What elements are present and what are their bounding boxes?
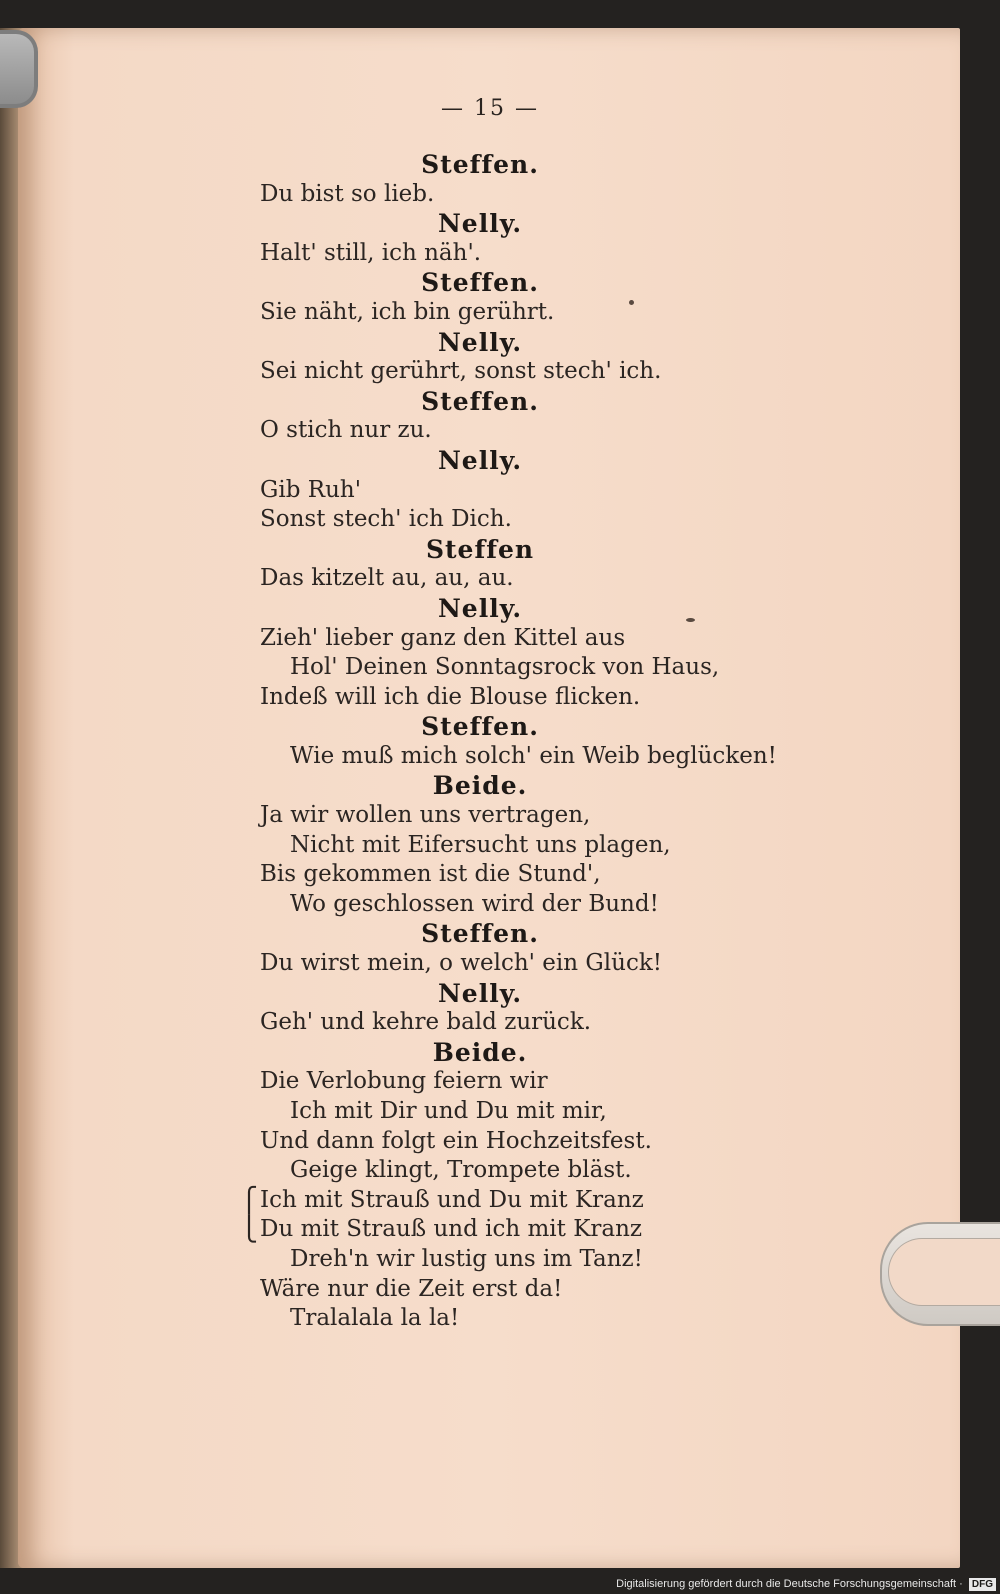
verse-text: Du bist so lieb. [260, 180, 435, 207]
speaker-line [260, 150, 900, 180]
speaker-name: Steffen. [421, 268, 539, 298]
footer-credit: Digitalisierung gefördert durch die Deutsche Forschungsgemeinschaft [616, 1578, 957, 1590]
speaker-name: Beide. [432, 771, 528, 801]
verse-text: Du mit Strauß und ich mit Kranz [260, 1216, 643, 1243]
verse-text: Halt' still, ich näh'. [260, 239, 482, 266]
verse-text: Du wirst mein, o welch' ein Glück! [260, 950, 663, 977]
verse-line [260, 742, 900, 772]
verse-text: Ich mit Strauß und Du mit Kranz [260, 1186, 644, 1213]
verse-line [260, 949, 900, 979]
speaker-name: Nelly. [437, 978, 523, 1008]
verse-line [240, 1215, 900, 1245]
speaker-name: Steffen. [421, 150, 539, 179]
brace-mark: ⎧ [240, 1185, 258, 1214]
verse-line [260, 653, 900, 683]
verse-line [260, 683, 900, 713]
speaker-name: Steffen. [421, 919, 539, 949]
verse-text: Das kitzelt au, au, au. [260, 565, 514, 592]
verse-text: Nicht mit Eifersucht uns plagen, [290, 831, 671, 858]
verse-text: Sie näht, ich bin gerührt. [260, 298, 555, 325]
speaker-name: Nelly. [437, 593, 523, 623]
verse-line [260, 1127, 900, 1157]
verse-text: Wie muß mich solch' ein Weib beglücken! [290, 742, 777, 769]
verse-text: O stich nur zu. [260, 417, 432, 444]
speaker-name: Steffen. [421, 386, 539, 416]
verse-text: Sei nicht gerührt, sonst stech' ich. [260, 358, 662, 385]
speaker-line [260, 979, 900, 1009]
verse-text: Bis gekommen ist die Stund', [260, 861, 601, 888]
speaker-line [260, 535, 900, 565]
verse-text: Gib Ruh' [260, 476, 362, 503]
verse-text: Sonst stech' ich Dich. [260, 506, 512, 533]
speaker-line [260, 268, 900, 298]
verse-line [260, 476, 900, 506]
verse-line [260, 890, 900, 920]
speaker-line [260, 712, 900, 742]
speaker-name: Steffen [425, 534, 535, 564]
verse-text: Ja wir wollen uns vertragen, [260, 802, 591, 829]
speaker-name: Nelly. [437, 209, 523, 239]
verse-line [260, 1304, 900, 1334]
verse-line [260, 860, 900, 890]
speaker-line [260, 771, 900, 801]
speaker-line [260, 387, 900, 417]
play-text [240, 150, 900, 1334]
verse-text: Wäre nur die Zeit erst da! [260, 1275, 563, 1302]
speaker-name: Steffen. [421, 712, 539, 742]
verse-line [240, 1185, 900, 1216]
verse-line [260, 1008, 900, 1038]
verse-text: Geige klingt, Trompete bläst. [290, 1157, 632, 1184]
speaker-line [260, 209, 900, 239]
digitization-footer: Digitalisierung gefördert durch die Deutsche Forschungsgemeinschaft · DFG [600, 1575, 1000, 1594]
verse-text: Tralalala la la! [290, 1305, 460, 1332]
verse-line [260, 416, 900, 446]
verse-text: Indeß will ich die Blouse flicken. [260, 683, 641, 710]
verse-text: Und dann folgt ein Hochzeitsfest. [260, 1127, 652, 1154]
speaker-name: Nelly. [437, 327, 523, 357]
verse-line [260, 1245, 900, 1275]
verse-line [260, 1097, 900, 1127]
speaker-name: Nelly. [437, 445, 523, 475]
verse-line [260, 1067, 900, 1097]
verse-line [260, 298, 900, 328]
speaker-line [260, 328, 900, 358]
speaker-line [260, 919, 900, 949]
verse-text: Dreh'n wir lustig uns im Tanz! [290, 1245, 643, 1272]
verse-line [260, 831, 900, 861]
speaker-line [260, 1038, 900, 1068]
verse-line [260, 505, 900, 535]
verse-line [260, 239, 900, 269]
speaker-name: Beide. [432, 1037, 528, 1067]
verse-line [260, 564, 900, 594]
verse-text: Wo geschlossen wird der Bund! [290, 890, 659, 917]
verse-text: Ich mit Dir und Du mit mir, [290, 1098, 607, 1124]
verse-line [260, 357, 900, 387]
verse-text: Geh' und kehre bald zurück. [260, 1009, 592, 1036]
verse-line [260, 1275, 900, 1305]
verse-line [260, 801, 900, 831]
speaker-line [260, 446, 900, 476]
brace-mark: ⎩ [240, 1215, 258, 1244]
verse-text: Zieh' lieber ganz den Kittel aus [260, 624, 626, 651]
verse-line [260, 1156, 900, 1186]
verse-line [260, 180, 900, 210]
page-clip-inner [888, 1238, 1000, 1306]
verse-line [260, 624, 900, 654]
dfg-logo: DFG [969, 1578, 996, 1591]
page-number: — 15 — [441, 96, 539, 121]
speaker-line [260, 594, 900, 624]
verse-text: Die Verlobung feiern wir [260, 1068, 548, 1095]
verse-text: Hol' Deinen Sonntagsrock von Haus, [290, 654, 720, 681]
